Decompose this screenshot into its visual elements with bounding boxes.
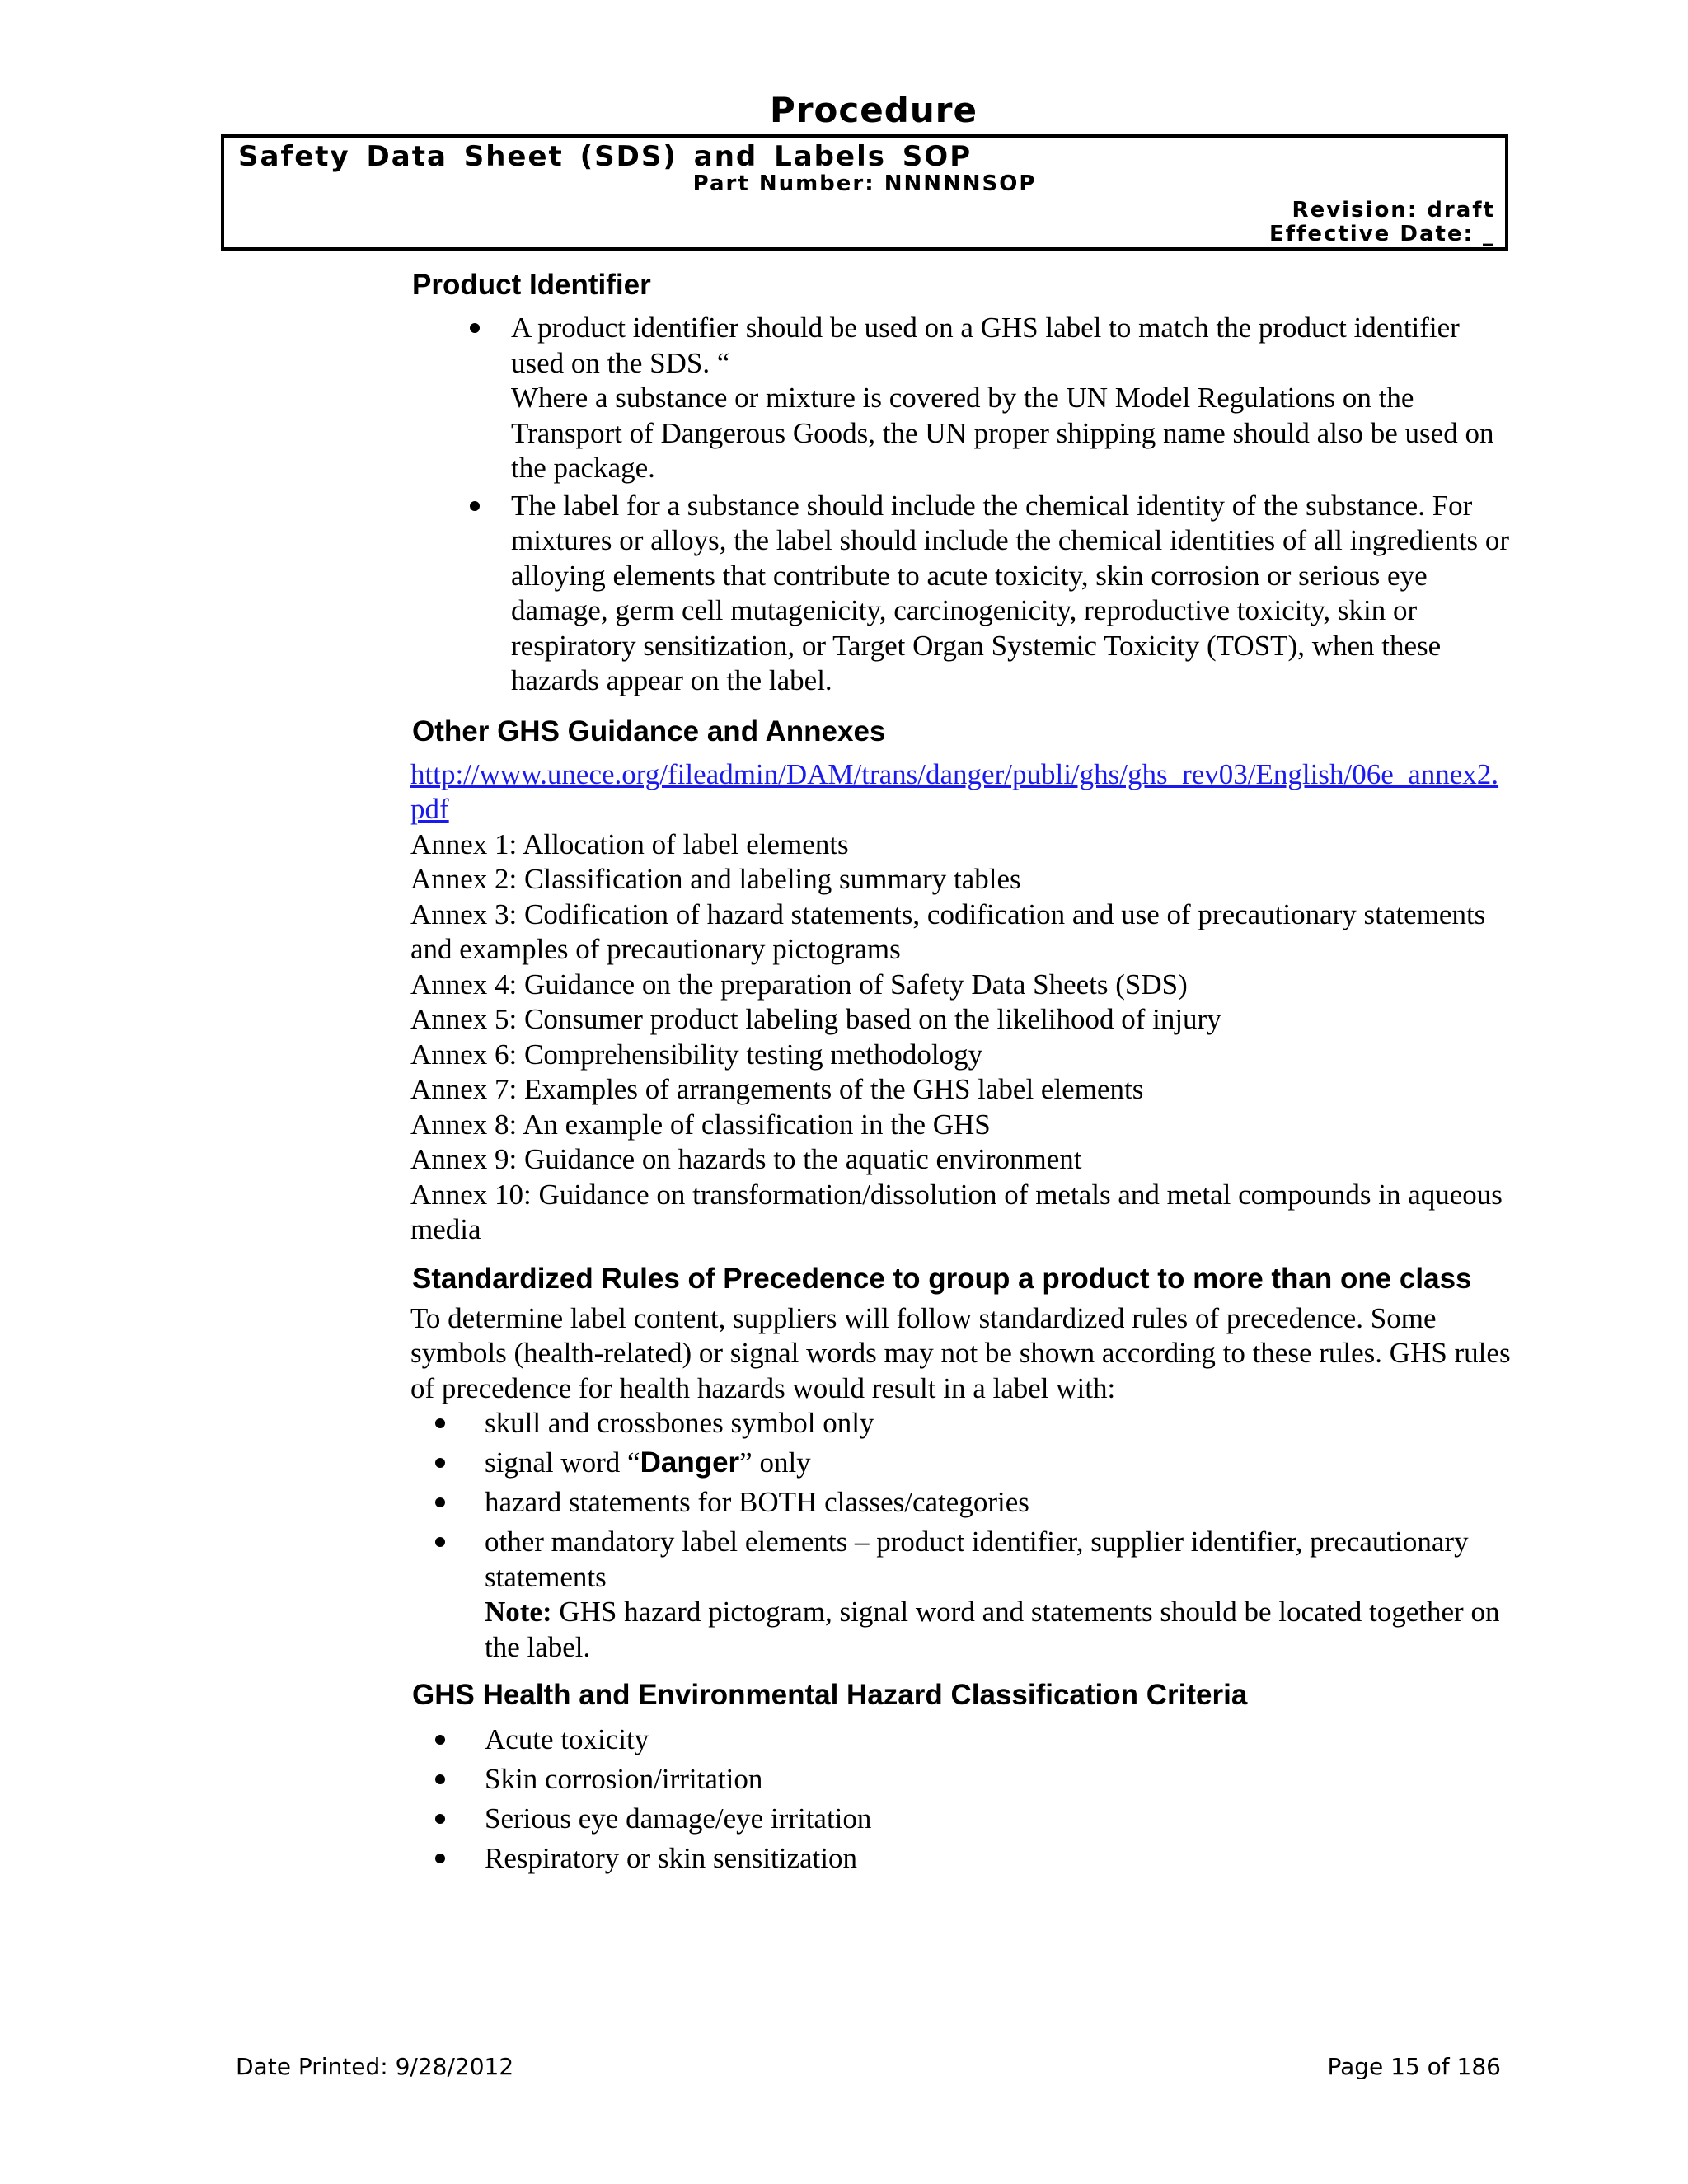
annex-item: Annex 5: Consumer product labeling based on the likelihood of injury: [410, 1003, 1221, 1035]
list-item: Respiratory or skin sensitization: [410, 1841, 1511, 1877]
list-item: Skin corrosion/irritation: [410, 1762, 1511, 1797]
list-item: Serious eye damage/eye irritation: [410, 1802, 1511, 1837]
list-item: Acute toxicity: [410, 1722, 1511, 1758]
annex-item: Annex 2: Classification and labeling summary tables: [410, 863, 1021, 895]
annex-item: Annex 9: Guidance on hazards to the aquatic environment: [410, 1143, 1082, 1175]
annex-item: Annex 10: Guidance on transformation/dissolution of metals and metal compounds in aqueous media: [410, 1178, 1503, 1245]
date-printed: Date Printed: 9/28/2012: [236, 2053, 514, 2080]
bullet-text: A product identifier should be used on a GHS label to match the product identifier used on the SDS. “: [511, 312, 1460, 379]
annex-item: Annex 8: An example of classification in the GHS: [410, 1108, 991, 1141]
annex-item: Annex 1: Allocation of label elements: [410, 827, 849, 860]
list-item: [410, 1525, 1511, 1665]
precedence-list: [410, 1406, 1511, 1665]
heading-classification-criteria: GHS Health and Environmental Hazard Classification Criteria: [412, 1679, 1248, 1711]
note-label: Note:: [485, 1596, 552, 1628]
heading-product-identifier: Product Identifier: [412, 269, 651, 301]
heading-other-guidance: Other GHS Guidance and Annexes: [412, 715, 886, 748]
annex-item: Annex 6: Comprehensibility testing methodology: [410, 1038, 983, 1071]
list-item: skull and crossbones symbol only: [410, 1406, 1511, 1441]
sop-title: Safety Data Sheet (SDS) and Labels SOP: [238, 140, 973, 173]
list-item: [410, 1446, 1511, 1481]
document-title: Procedure: [770, 90, 978, 130]
sop-header-box: [221, 134, 1508, 251]
bullet-text: Where a substance or mixture is covered by the UN Model Regulations on the Transport of Dangerous Goods, the UN proper shipping name should also be used on the package.: [511, 382, 1494, 484]
item-text: signal word “: [485, 1446, 640, 1479]
bullet-text: The label for a substance should include the chemical identity of the substance. For mixtures or alloys, the label should include the chemical identities of all ingredients or alloying elements that contribute to acute toxicity, skin corrosion or serious eye damage, germ cell mutagenicity, carcinogenicity, reproductive toxicity, skin or respiratory sensitization, or Target Organ Systemic Toxicity (TOST), when these hazards appear on the label.: [511, 489, 1510, 696]
part-number: Part Number: NNNNNSOP: [692, 171, 1037, 196]
product-identifier-list: [410, 311, 1511, 699]
annex-link[interactable]: http://www.unece.org/fileadmin/DAM/trans/danger/publi/ghs/ghs_rev03/English/06e_annex2.pdf: [410, 757, 1499, 825]
criteria-list: [410, 1722, 1511, 1877]
effective-date: Effective Date: _: [1268, 222, 1495, 246]
list-item: hazard statements for BOTH classes/categories: [410, 1485, 1511, 1521]
list-item: [410, 311, 1511, 486]
revision: Revision: draft: [1292, 198, 1495, 223]
precedence-intro: To determine label content, suppliers will follow standardized rules of precedence. Some symbols (health-related) or signal words may not be shown according to these rules. GHS rules of precedence for health hazards would result in a label with:: [410, 1301, 1511, 1404]
annex-item: Annex 7: Examples of arrangements of the GHS label elements: [410, 1073, 1144, 1105]
list-item: [410, 489, 1511, 699]
heading-rules-of-precedence: Standardized Rules of Precedence to group a product to more than one class: [412, 1262, 1472, 1295]
annex-item: Annex 3: Codification of hazard statements, codification and use of precautionary statements and examples of precautionary pictograms: [410, 898, 1486, 965]
annex-list: [410, 827, 1511, 1248]
document-body: [410, 268, 1511, 1881]
page-number: Page 15 of 186: [1327, 2053, 1501, 2080]
note-paragraph: [485, 1595, 1511, 1665]
item-text: ” only: [739, 1446, 811, 1479]
note-text: GHS hazard pictogram, signal word and statements should be located together on the label.: [485, 1596, 1500, 1663]
signal-word-danger: Danger: [640, 1446, 740, 1479]
annex-item: Annex 4: Guidance on the preparation of Safety Data Sheets (SDS): [410, 968, 1188, 1001]
item-text: other mandatory label elements – product identifier, supplier identifier, precautionary statements: [485, 1526, 1469, 1593]
